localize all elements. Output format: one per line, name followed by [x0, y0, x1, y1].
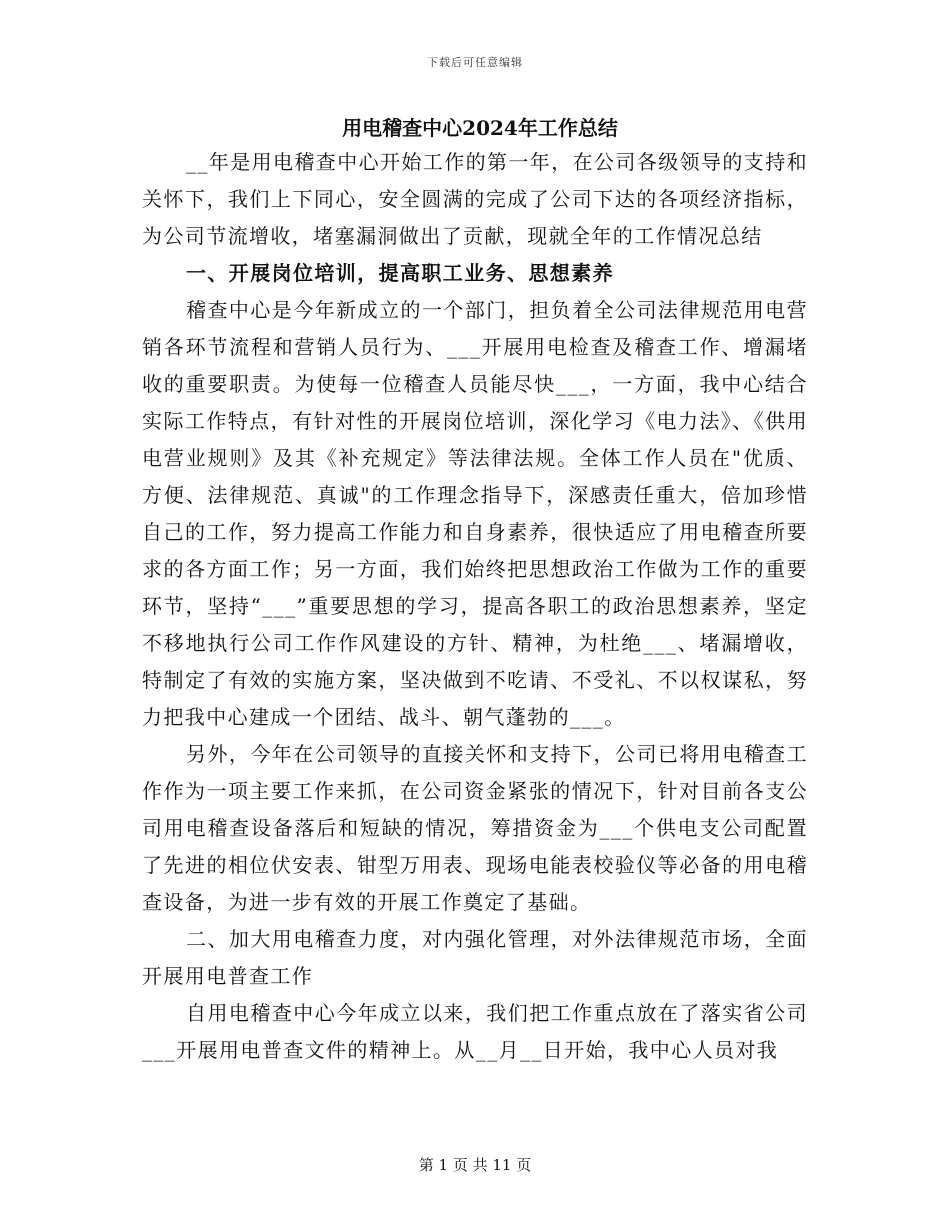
document-title: 用电稽查中心2024年工作总结 — [342, 116, 618, 140]
paragraph-intro: __年是用电稽查中心开始工作的第一年，在公司各级领导的支持和关怀下，我们上下同心，安全圆满的完成了公司下达的各项经济指标，为公司节流增收，堵塞漏洞做出了贡献，现就全年的工作情况总结 — [142, 150, 808, 248]
paragraph-inspection: 自用电稽查中心今年成立以来，我们把工作重点放在了落实省公司___开展用电普查文件的精神上。从__月__日开始，我中心人员对我 — [142, 1001, 808, 1062]
section-heading-1: 一、开展岗位培训，提高职工业务、思想素养 — [186, 261, 614, 285]
section-heading-2: 二、加大用电稽查力度，对内强化管理，对外法律规范市场，全面开展用电普查工作 — [142, 927, 808, 988]
paragraph-training: 稽查中心是今年新成立的一个部门，担负着全公司法律规范用电营销各环节流程和营销人员行为、___开展用电检查及稽查工作、增漏堵收的重要职责。为使每一位稽查人员能尽快___，一方面，我中心结合实际工作特点，有针对性的开展岗位培训，深化学习《电力法》、《供用电营业规则》及其《补充规定》等法律法规。全体工作人员在"优质、方便、法律规范、真诚"的工作理念指导下，深感责任重大，倍加珍惜自己的工作，努力提高工作能力和自身素养，很快适应了用电稽查所要求的各方面工作；另一方面，我们始终把思想政治工作做为工作的重要环节，坚持“___”重要思想的学习，提高各职工的政治思想素养，坚定不移地执行公司工作作风建设的方针、精神，为杜绝___、堵漏增收，特制定了有效的实施方案，坚决做到不吃请、不受礼、不以权谋私，努力把我中心建成一个团结、战斗、朝气蓬勃的___。 — [142, 298, 808, 729]
header-note: 下载后可任意编辑 — [427, 56, 523, 69]
document-body — [142, 112, 808, 1069]
page-footer: 第 1 页 共 11 页 — [418, 1156, 532, 1174]
paragraph-equipment: 另外，今年在公司领导的直接关怀和支持下，公司已将用电稽查工作作为一项主要工作来抓，在公司资金紧张的情况下，针对目前各支公司用电稽查设备落后和短缺的情况，筹措资金为___个供电支公司配置了先进的相位伏安表、钳型万用表、现场电能表校验仪等必备的用电稽查设备，为进一步有效的开展工作奠定了基础。 — [142, 742, 808, 914]
